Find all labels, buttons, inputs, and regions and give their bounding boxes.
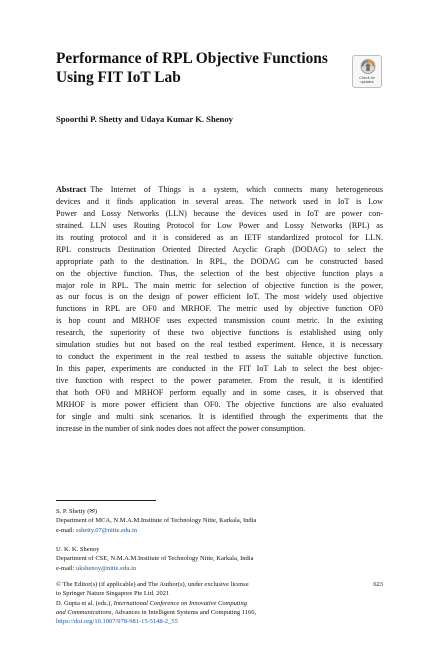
abstract bbox=[56, 184, 383, 435]
abstract-line: Power and Lossy Networks (LLN) because the devices used in IoT are power con- bbox=[56, 208, 383, 218]
abstract-line: MRHOF is more power efficient than OF0. The objective functions are also evaluated bbox=[56, 399, 383, 409]
abstract-line: simulation studies but not based on the real testbed experiment. Hence, it is necessary bbox=[56, 340, 383, 350]
abstract-line: research, the superiority of these two objective functions is established using only bbox=[56, 328, 383, 338]
citation-title: International Conference on Innovative Computing bbox=[113, 599, 247, 607]
author1-email-label: e-mail: bbox=[56, 526, 75, 534]
badge-label bbox=[353, 76, 381, 84]
abstract-line: for single and multi sink scenarios. It is identified through the experiments that the bbox=[56, 411, 383, 421]
author1-footnote bbox=[56, 507, 383, 535]
abstract-line: strained. LLN uses Routing Protocol for Low Power and Lossy Networks (RPL) as bbox=[56, 220, 383, 230]
badge-label-line-2: updates bbox=[360, 80, 374, 85]
citation-prefix: D. Gupta et al. (eds.), bbox=[56, 599, 112, 607]
abstract-line: functions in RPL are OF0 and MRHOF. The metric used by objective function OF0 bbox=[56, 304, 383, 314]
check-for-updates-badge[interactable] bbox=[352, 55, 382, 88]
check-for-updates-icon bbox=[360, 58, 376, 75]
abstract-line: In this paper, experiments are conducted in the FIT IoT Lab to select the best objec- bbox=[56, 364, 383, 374]
author2-email-label: e-mail: bbox=[56, 564, 75, 572]
abstract-label: Abstract bbox=[56, 185, 87, 194]
author1-email-link[interactable]: sshetty.07@nitte.edu.in bbox=[76, 526, 138, 534]
copyright-block bbox=[56, 580, 383, 626]
badge-label-line-1: Check for bbox=[359, 76, 375, 80]
page-number: 623 bbox=[373, 581, 383, 588]
author1-name: S. P. Shetty (✉) bbox=[56, 508, 98, 515]
copyright-line-1: © The Editor(s) (if applicable) and The Author(s), under exclusive license bbox=[56, 581, 249, 588]
author2-email-link[interactable]: ukshenoy@nitte.edu.in bbox=[76, 564, 137, 572]
abstract-line: to conduct the experiment in the real testbed to assess the suitable objective function. bbox=[56, 352, 383, 362]
abstract-line: tive function with respect to the power parameter. From the result, it is identified bbox=[56, 376, 383, 385]
copyright-row bbox=[56, 580, 383, 589]
abstract-line: devices and it finds application in several areas. The network used in IoT is Low bbox=[56, 196, 383, 206]
abstract-line: appropriate path to the destination. In RPL, the DODAG can be constructed based bbox=[56, 256, 383, 266]
abstract-line: Abstract The Internet of Things is a system, which connects many heterogeneous bbox=[56, 185, 383, 194]
citation-line bbox=[56, 599, 383, 608]
abstract-line: RPL constructs Destination Oriented Directed Acyclic Graph (DODAG) to select the bbox=[56, 244, 383, 254]
citation-line-2 bbox=[56, 608, 383, 617]
paper-title bbox=[56, 50, 356, 87]
abstract-line: its routing protocol and it is considered as an IETF standardized protocol for LLN. bbox=[56, 232, 383, 242]
title-line-1: Performance of RPL Objective Functions bbox=[56, 50, 328, 67]
abstract-line: major role in RPL. The main metric for selection of objective function is the power, bbox=[56, 280, 383, 290]
copyright-line-2: to Springer Nature Singapore Pte Ltd. 2021 bbox=[56, 590, 170, 598]
author2-email-row bbox=[56, 564, 383, 573]
abstract-line: is hop count and MRHOF uses expected transmission count metric. In the existing bbox=[56, 316, 383, 326]
author2-affiliation: Department of CSE, N.M.A.M.Institute of Technology Nitte, Karkala, India bbox=[56, 555, 254, 563]
author1-email-row bbox=[56, 526, 383, 535]
title-line-2: Using FIT IoT Lab bbox=[56, 68, 181, 86]
abstract-line: as our focus is on the design of power efficient IoT. The most widely used objective bbox=[56, 292, 383, 302]
author2-name: U. K. K. Shenoy bbox=[56, 546, 100, 553]
doi-link[interactable]: https://doi.org/10.1007/978-981-15-5148-2_55 bbox=[56, 618, 178, 626]
citation-rest: , Advances in Intelligent Systems and Computing 1166, bbox=[111, 608, 257, 616]
author1-affiliation: Department of MCA, N.M.A.M.Institute of Technology Nitte, Karkala, India bbox=[56, 517, 257, 525]
author2-footnote bbox=[56, 545, 383, 573]
footnote-rule bbox=[56, 500, 156, 501]
author-list: Spoorthi P. Shetty and Udaya Kumar K. Shenoy bbox=[56, 114, 233, 124]
citation-title-2: and Communications bbox=[56, 608, 112, 616]
abstract-line: that both OF0 and MRHOF perform equally and in some cases, it is observed that bbox=[56, 387, 383, 397]
abstract-line: on the objective function. Thus, the selection of the best objective function plays a bbox=[56, 268, 383, 278]
abstract-line: increase in the number of sink nodes does not affect the power consumption. bbox=[56, 423, 306, 433]
